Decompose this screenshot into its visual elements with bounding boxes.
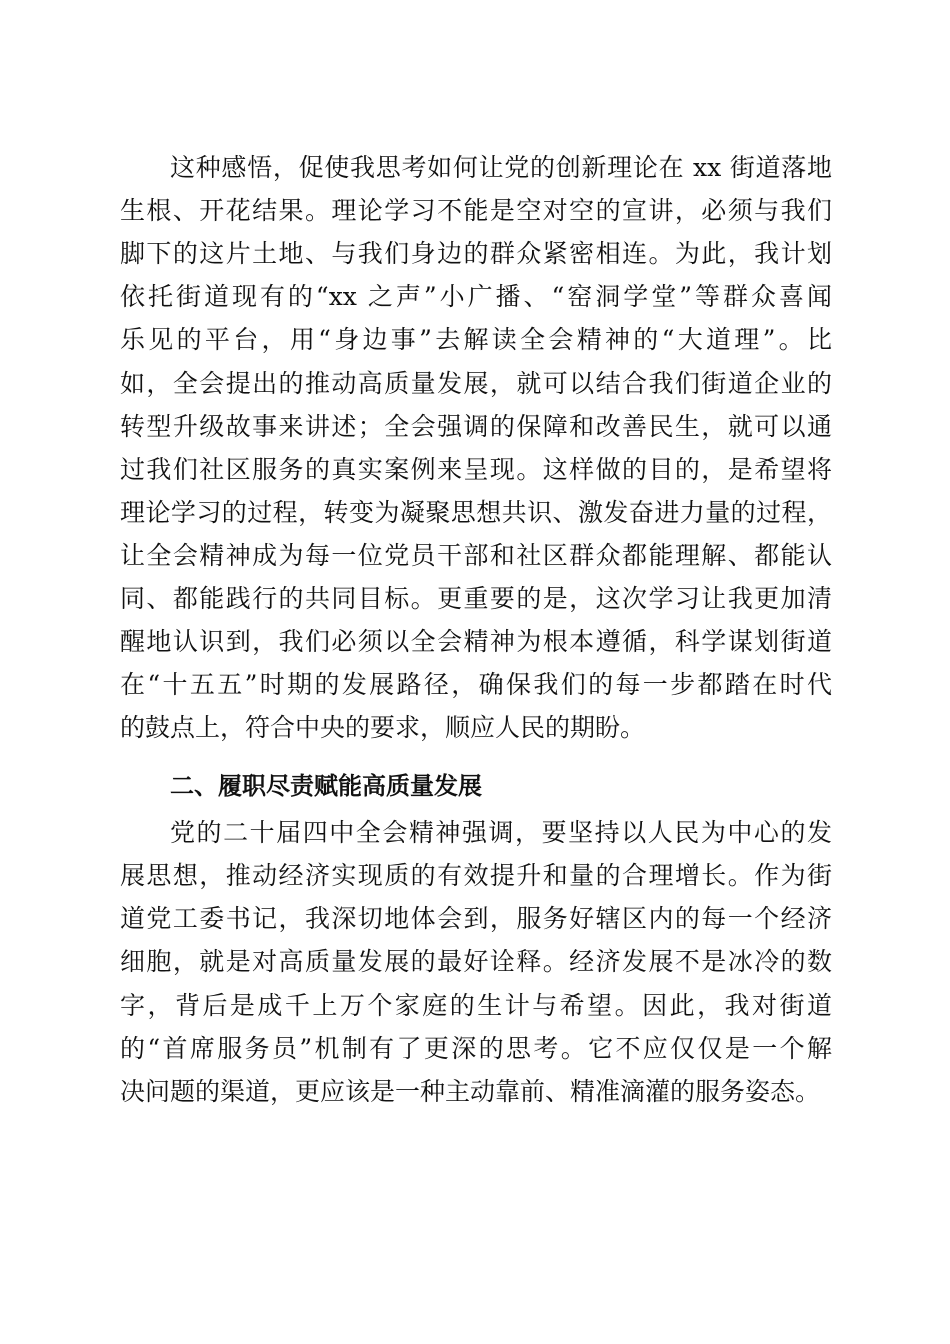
paragraph-1-line-10: 让全会精神成为每一位党员干部和社区群众都能理解、都能认 bbox=[120, 541, 832, 570]
paragraph-1-line-3: 脚下的这片土地、与我们身边的群众紧密相连。为此，我计划 bbox=[120, 239, 832, 268]
paragraph-2-line-3: 道党工委书记，我深切地体会到，服务好辖区内的每一个经济 bbox=[120, 904, 832, 933]
paragraph-1-line-8: 过我们社区服务的真实案例来呈现。这样做的目的，是希望将 bbox=[120, 455, 832, 484]
paragraph-2-line-4: 细胞，就是对高质量发展的最好诠释。经济发展不是冰冷的数 bbox=[120, 947, 832, 976]
paragraph-1-line-7: 转型升级故事来讲述；全会强调的保障和改善民生，就可以通 bbox=[120, 412, 832, 441]
paragraph-1-line-12: 醒地认识到，我们必须以全会精神为根本遵循，科学谋划街道 bbox=[120, 627, 832, 656]
paragraph-1-line-4: 依托街道现有的“xx 之声”小广播、“窑洞学堂”等群众喜闻 bbox=[120, 282, 832, 311]
paragraph-2-line-7: 决问题的渠道，更应该是一种主动靠前、精准滴灌的服务姿态。 bbox=[120, 1077, 821, 1106]
paragraph-1-line-6: 如，全会提出的推动高质量发展，就可以结合我们街道企业的 bbox=[120, 369, 832, 398]
paragraph-1-line-11: 同、都能践行的共同目标。更重要的是，这次学习让我更加清 bbox=[120, 584, 832, 613]
paragraph-1-line-13: 在“十五五”时期的发展路径，确保我们的每一步都踏在时代 bbox=[120, 670, 832, 699]
paragraph-2-line-5: 字，背后是成千上万个家庭的生计与希望。因此，我对街道 bbox=[120, 991, 832, 1020]
paragraph-1-line-9: 理论学习的过程，转变为凝聚思想共识、激发奋进力量的过程， bbox=[120, 498, 832, 527]
paragraph-1-line-14: 的鼓点上，符合中央的要求，顺应人民的期盼。 bbox=[120, 713, 646, 742]
paragraph-1-line-5: 乐见的平台，用“身边事”去解读全会精神的“大道理”。比 bbox=[120, 325, 832, 354]
paragraph-2-line-2: 展思想，推动经济实现质的有效提升和量的合理增长。作为街 bbox=[120, 861, 832, 890]
paragraph-1-line-2: 生根、开花结果。理论学习不能是空对空的宣讲，必须与我们 bbox=[120, 196, 832, 225]
paragraph-2-line-1: 党的二十届四中全会精神强调，要坚持以人民为中心的发 bbox=[170, 818, 832, 847]
section-heading: 二、履职尽责赋能高质量发展 bbox=[170, 772, 482, 800]
paragraph-2-line-6: 的“首席服务员”机制有了更深的思考。它不应仅仅是一个解 bbox=[120, 1034, 832, 1063]
paragraph-1-line-1: 这种感悟，促使我思考如何让党的创新理论在 xx 街道落地 bbox=[170, 153, 832, 182]
